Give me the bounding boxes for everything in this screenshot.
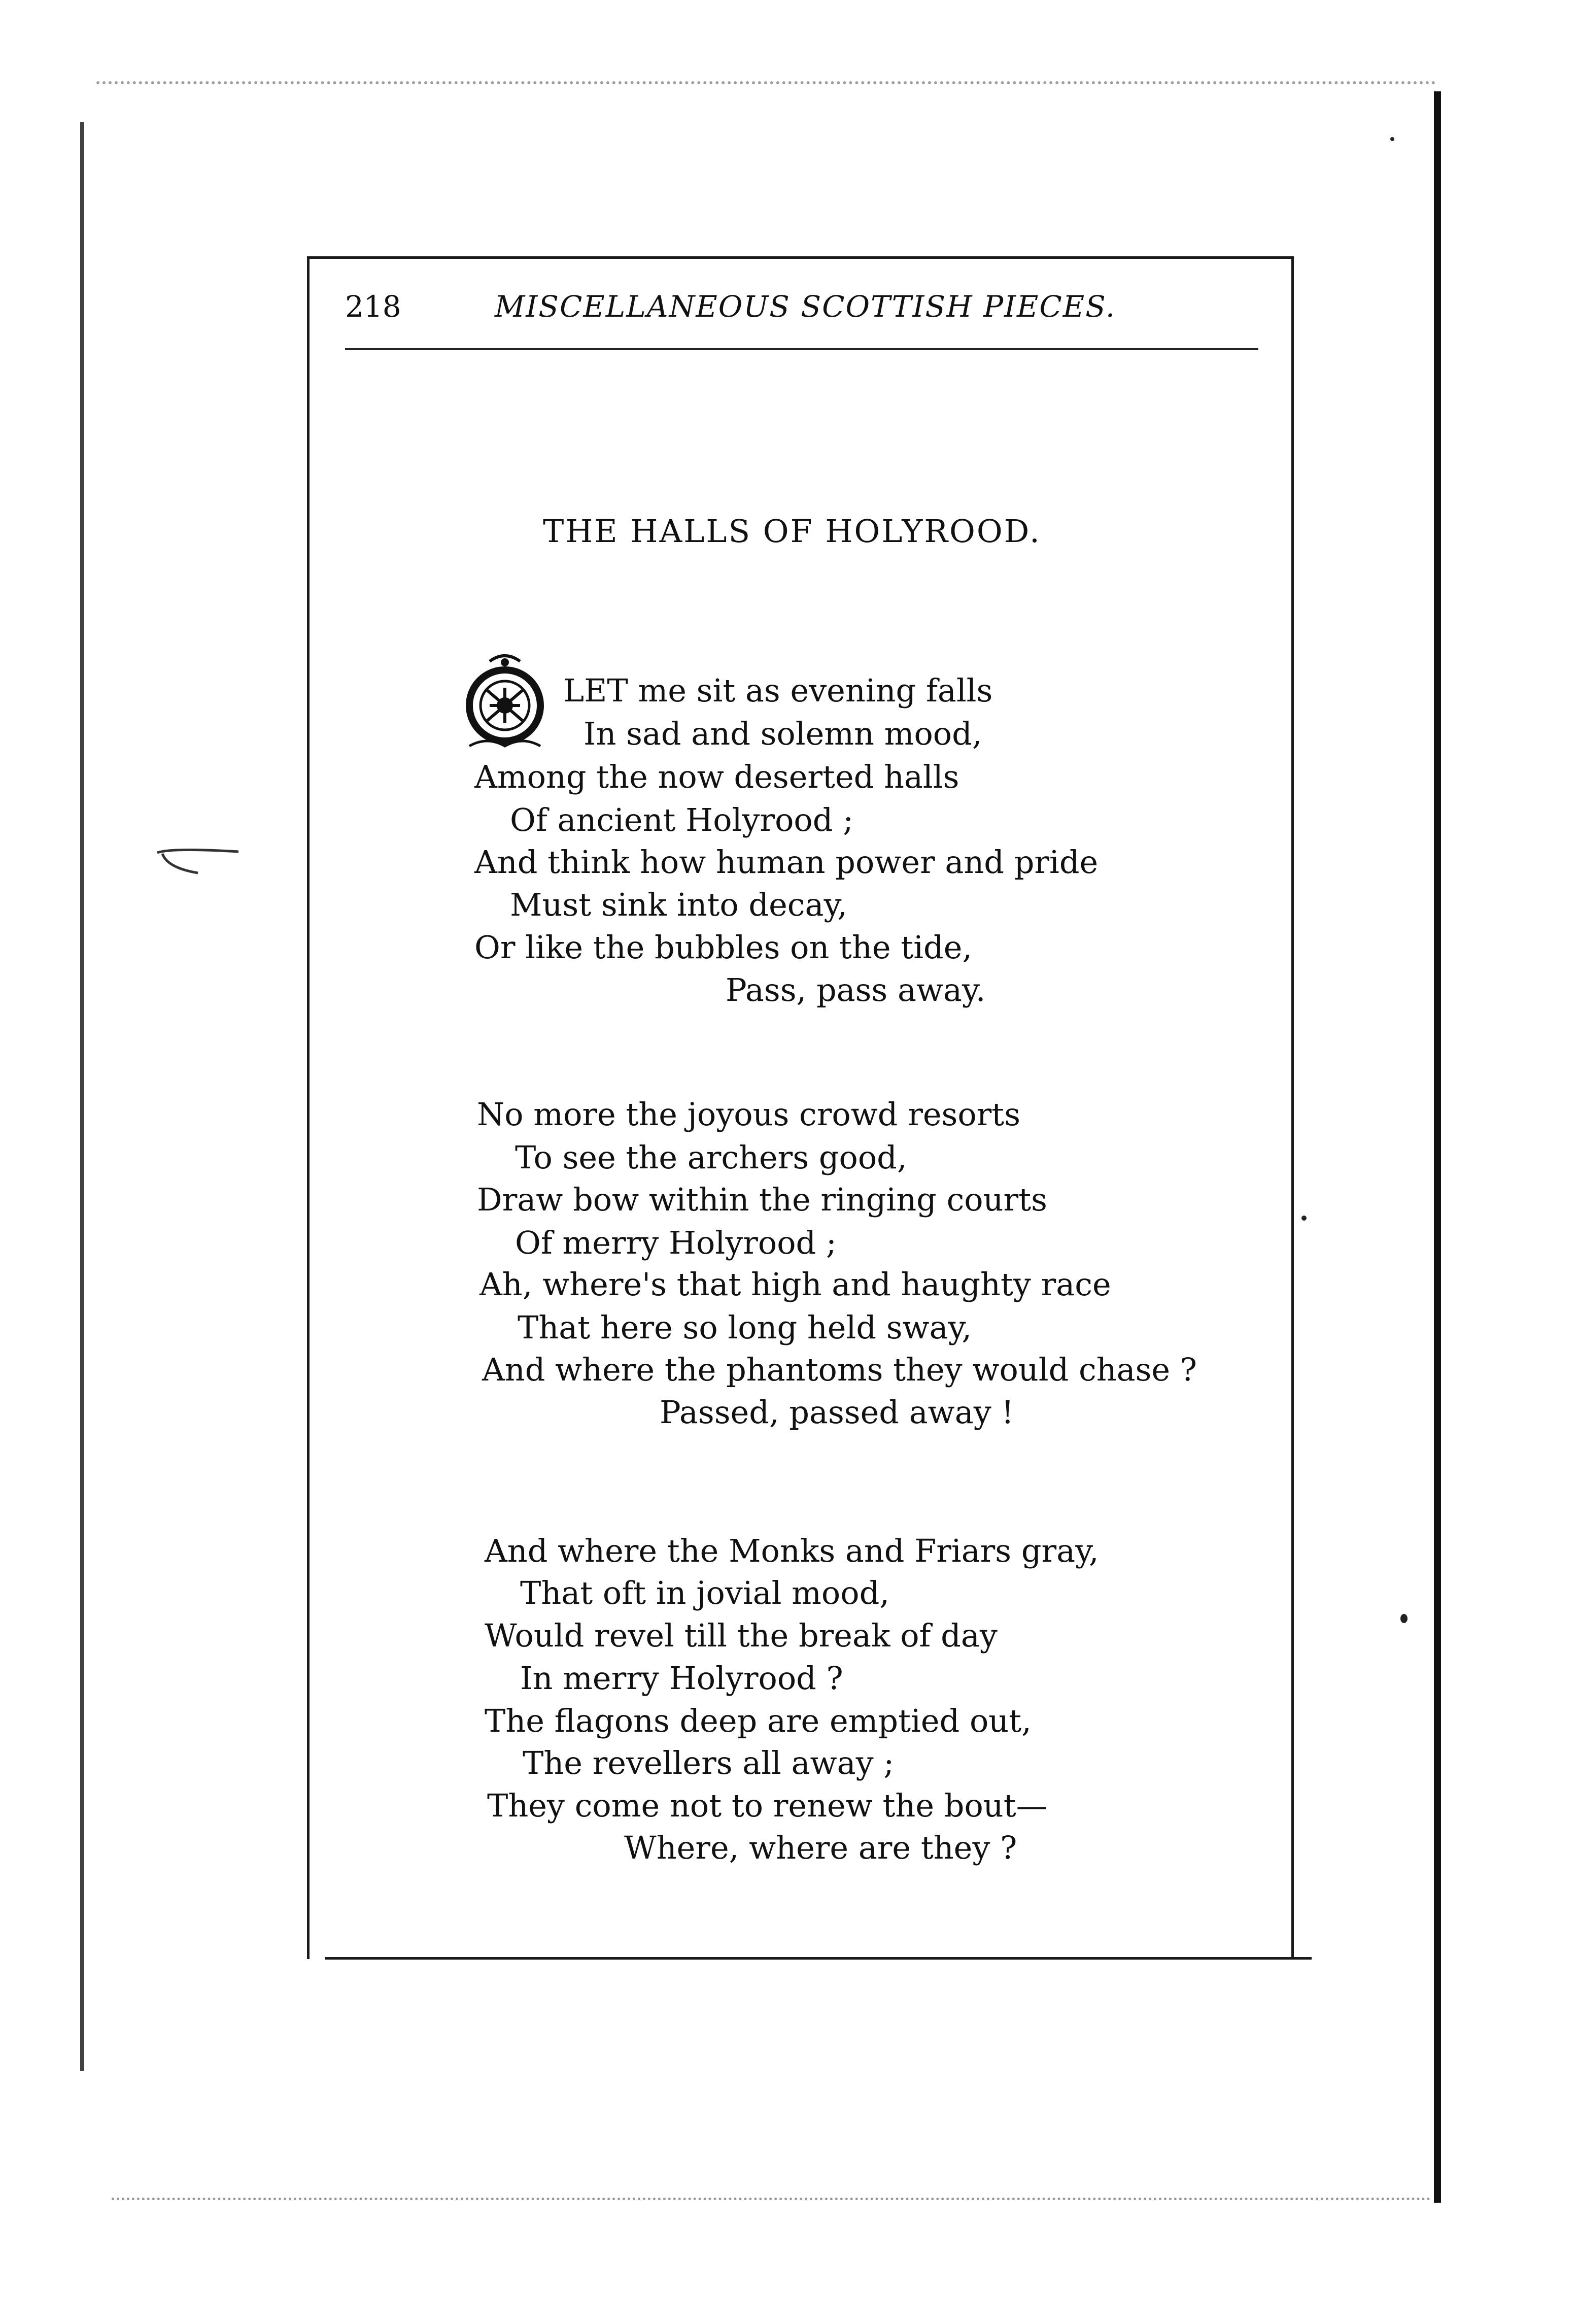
poem-line: No more the joyous crowd resorts [477,1096,1021,1133]
poem-line: That oft in jovial mood, [520,1574,889,1611]
poem-line: The flagons deep are emptied out, [485,1702,1032,1739]
poem-line: That here so long held sway, [518,1309,972,1346]
header-rule [345,348,1258,350]
scan-speck [1390,137,1394,141]
poem-line: To see the archers good, [515,1139,907,1176]
poem-line: The revellers all away ; [523,1744,895,1781]
poem-line: In sad and solemn mood, [584,715,982,752]
scan-edge-bottom [112,2198,1431,2200]
poem-line: Among the now deserted halls [474,758,959,795]
page-number: 218 [345,289,401,324]
poem-line: Or like the bubbles on the tide, [474,929,973,966]
poem-line: And where the Monks and Friars gray, [485,1532,1099,1569]
poem-line: LET me sit as evening falls [563,672,993,709]
poem-line: Ah, where's that high and haughty race [479,1266,1111,1303]
poem-line: And think how human power and pride [474,844,1099,881]
page-frame-bottom [325,1957,1312,1960]
poem-title: THE HALLS OF HOLYROOD. [543,513,1041,550]
scan-edge-left [80,122,84,2071]
poem-line: Of merry Holyrood ; [515,1224,837,1261]
scan-edge-right [1434,91,1441,2203]
poem-line: Would revel till the break of day [485,1617,998,1654]
scan-speck [1301,1216,1307,1221]
poem-line: In merry Holyrood ? [520,1660,843,1697]
poem-line: Draw bow within the ringing courts [477,1181,1047,1218]
poem-line: Must sink into decay, [510,886,847,923]
poem-line: Pass, pass away. [726,971,986,1008]
poem-line: Passed, passed away ! [660,1394,1014,1431]
poem-line: They come not to renew the bout— [487,1787,1048,1824]
poem-line: Of ancient Holyrood ; [510,801,854,838]
ornamental-drop-cap [459,652,551,754]
running-title: MISCELLANEOUS SCOTTISH PIECES. [495,289,1116,324]
scan-speck [1400,1614,1408,1623]
scan-edge-top [96,81,1436,84]
running-head [345,284,1258,330]
poem-line: And where the phantoms they would chase ? [482,1351,1197,1388]
poem-line: Where, where are they ? [624,1829,1017,1866]
pencil-mark [152,843,249,883]
